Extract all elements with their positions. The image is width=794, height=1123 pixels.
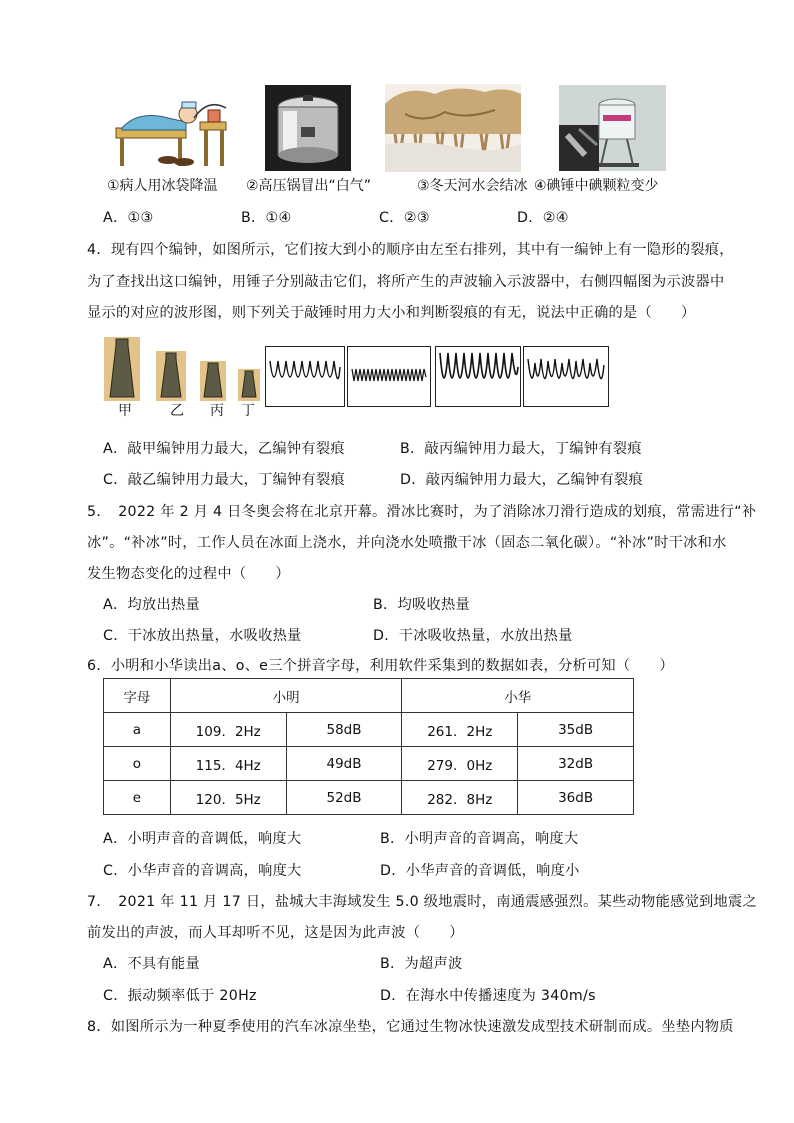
q3-option-d: D．②④	[517, 210, 569, 226]
caption-2: ②高压锅冒出“白气”	[246, 178, 372, 194]
table-cell: 279．0Hz	[402, 747, 518, 781]
q4-stem-line-1: 4．现有四个编钟，如图所示，它们按大到小的顺序由左至右排列，其中有一编钟上有一隐形的裂痕，	[87, 242, 734, 258]
q3-option-a: A．①③	[103, 210, 154, 226]
bell-label-yi: 乙	[170, 403, 184, 419]
bells-image	[104, 337, 262, 401]
pressure-cooker-image	[265, 85, 351, 171]
q7-stem-line-2: 前发出的声波，而人耳却听不见，这是因为此声波（ ）	[87, 925, 464, 941]
table-cell: 115．4Hz	[170, 747, 286, 781]
q6-option-c: C．小华声音的音调高，响度大	[103, 863, 302, 879]
q3-option-b: B．①④	[241, 210, 292, 226]
bell-label-ding: 丁	[241, 403, 255, 419]
table-cell: 261．2Hz	[402, 713, 518, 747]
q7-option-b: B．为超声波	[380, 956, 463, 972]
header-xiaoming: 小明	[170, 679, 402, 713]
q5-option-d: D．干冰吸收热量，水放出热量	[373, 628, 573, 644]
table-row	[104, 781, 634, 815]
q6-stem: 6．小明和小华读出a、o、e三个拼音字母，利用软件采集到的数据如表，分析可知（ ）	[87, 658, 674, 674]
caption-1: ①病人用冰袋降温	[107, 178, 218, 194]
table-cell: 109．2Hz	[170, 713, 286, 747]
waveform-1	[265, 346, 345, 407]
q7-option-c: C．振动频率低于 20Hz	[103, 988, 257, 1004]
q6-option-a: A．小明声音的音调低，响度大	[103, 831, 302, 847]
q8-stem-line-1: 8．如图所示为一种夏季使用的汽车冰凉坐垫，它通过生物冰快速激发成型技术研制而成。坐垫内物质	[87, 1019, 734, 1035]
q4-option-d: D．敲丙编钟用力最大，乙编钟有裂痕	[400, 472, 644, 488]
q6-data-table	[103, 678, 634, 815]
q4-option-b: B．敲丙编钟用力最大，丁编钟有裂痕	[400, 441, 642, 457]
q5-stem-line-1: 5． 2022 年 2 月 4 日冬奥会将在北京开幕。滑冰比赛时，为了消除冰刀滑行造成的划痕，常需进行“补	[87, 504, 757, 520]
q7-option-a: A．不具有能量	[103, 956, 200, 972]
caption-3: ③冬天河水会结冰	[417, 178, 528, 194]
table-cell: 49dB	[286, 747, 402, 781]
iodine-hammer-image	[559, 85, 666, 171]
table-cell: o	[104, 747, 171, 781]
table-cell: 120．5Hz	[170, 781, 286, 815]
waveform-3	[435, 346, 521, 407]
q6-option-d: D．小华声音的音调低，响度小	[380, 863, 580, 879]
table-row	[104, 747, 634, 781]
table-row	[104, 713, 634, 747]
q5-option-a: A．均放出热量	[103, 597, 200, 613]
q6-option-b: B．小明声音的音调高，响度大	[380, 831, 579, 847]
table-cell: 35dB	[518, 713, 634, 747]
q5-stem-line-2: 冰”。“补冰”时，工作人员在冰面上浇水，并向浇水处喷撒干冰（固态二氧化碳）。“补冰”时干冰和水	[87, 535, 727, 551]
waveform-4	[523, 346, 609, 407]
q7-stem-line-1: 7． 2021 年 11 月 17 日，盐城大丰海域发生 5.0 级地震时，南通震感强烈。某些动物能感觉到地震之	[87, 894, 758, 910]
table-cell: 52dB	[286, 781, 402, 815]
bell-label-bing: 丙	[210, 403, 224, 419]
table-cell: 282．8Hz	[402, 781, 518, 815]
waveform-2	[347, 346, 431, 407]
table-cell: 32dB	[518, 747, 634, 781]
frozen-river-image	[385, 84, 521, 172]
table-cell: e	[104, 781, 171, 815]
header-xiaohua: 小华	[402, 679, 634, 713]
q4-stem-line-2: 为了查找出这口编钟，用锤子分别敲击它们，将所产生的声波输入示波器中，右侧四幅图为示波器中	[87, 274, 725, 290]
q7-option-d: D．在海水中传播速度为 340m/s	[380, 988, 596, 1004]
header-letter: 字母	[104, 679, 171, 713]
q5-option-b: B．均吸收热量	[373, 597, 470, 613]
table-cell: 36dB	[518, 781, 634, 815]
q4-option-a: A．敲甲编钟用力最大，乙编钟有裂痕	[103, 441, 345, 457]
caption-4: ④碘锤中碘颗粒变少	[534, 178, 659, 194]
q5-stem-line-3: 发生物态变化的过程中（ ）	[87, 566, 290, 582]
q4-option-c: C．敲乙编钟用力最大，丁编钟有裂痕	[103, 472, 346, 488]
q4-stem-line-3: 显示的对应的波形图，则下列关于敲锤时用力大小和判断裂痕的有无，说法中正确的是（ ）	[87, 305, 696, 321]
table-cell: a	[104, 713, 171, 747]
q5-option-c: C．干冰放出热量，水吸收热量	[103, 628, 302, 644]
bell-label-jia: 甲	[118, 403, 132, 419]
table-cell: 58dB	[286, 713, 402, 747]
q3-option-c: C．②③	[379, 210, 430, 226]
patient-ice-bag-image	[108, 88, 236, 170]
table-header-row	[104, 679, 634, 713]
